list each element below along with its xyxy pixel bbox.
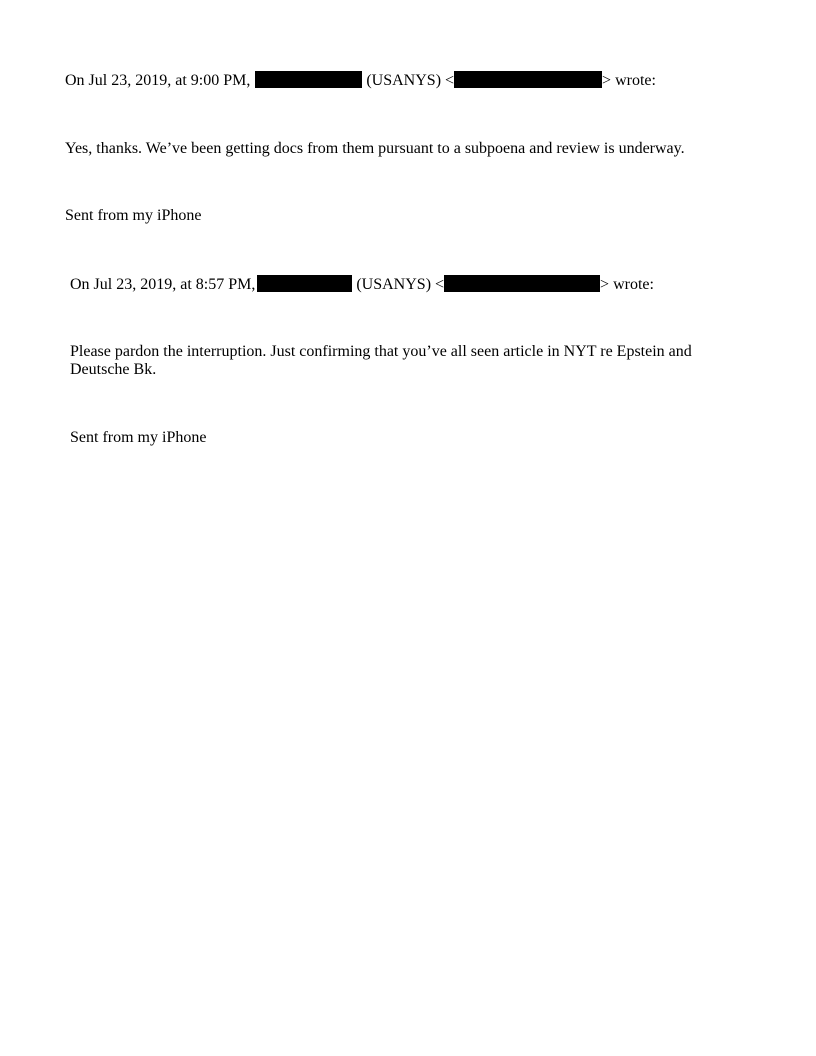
email2-header-date: On Jul 23, 2019, at 8:57 PM, [70,276,256,293]
email1-header [65,71,656,90]
email1-signature: Sent from my iPhone [65,207,202,224]
email1-header-wrote: > wrote: [602,72,656,89]
email2-header-org: (USANYS) < [356,276,445,293]
email1-body: Yes, thanks. We’ve been getting docs from them pursuant to a subpoena and review is underway. [65,140,685,157]
email2-sender-name-redaction [257,275,352,292]
email1-header-org: (USANYS) < [366,72,455,89]
email2-header-wrote: > wrote: [600,276,654,293]
email1-sender-name-redaction [255,71,362,88]
email2-header [70,275,654,294]
email1-sender-email-redaction [454,71,602,88]
email1-header-date: On Jul 23, 2019, at 9:00 PM, [65,72,251,89]
email2-signature: Sent from my iPhone [70,429,207,446]
email2-body: Please pardon the interruption. Just confirming that you’ve all seen article in NYT re Epstein and Deutsche Bk. [70,343,692,378]
email2-sender-email-redaction [444,275,600,292]
